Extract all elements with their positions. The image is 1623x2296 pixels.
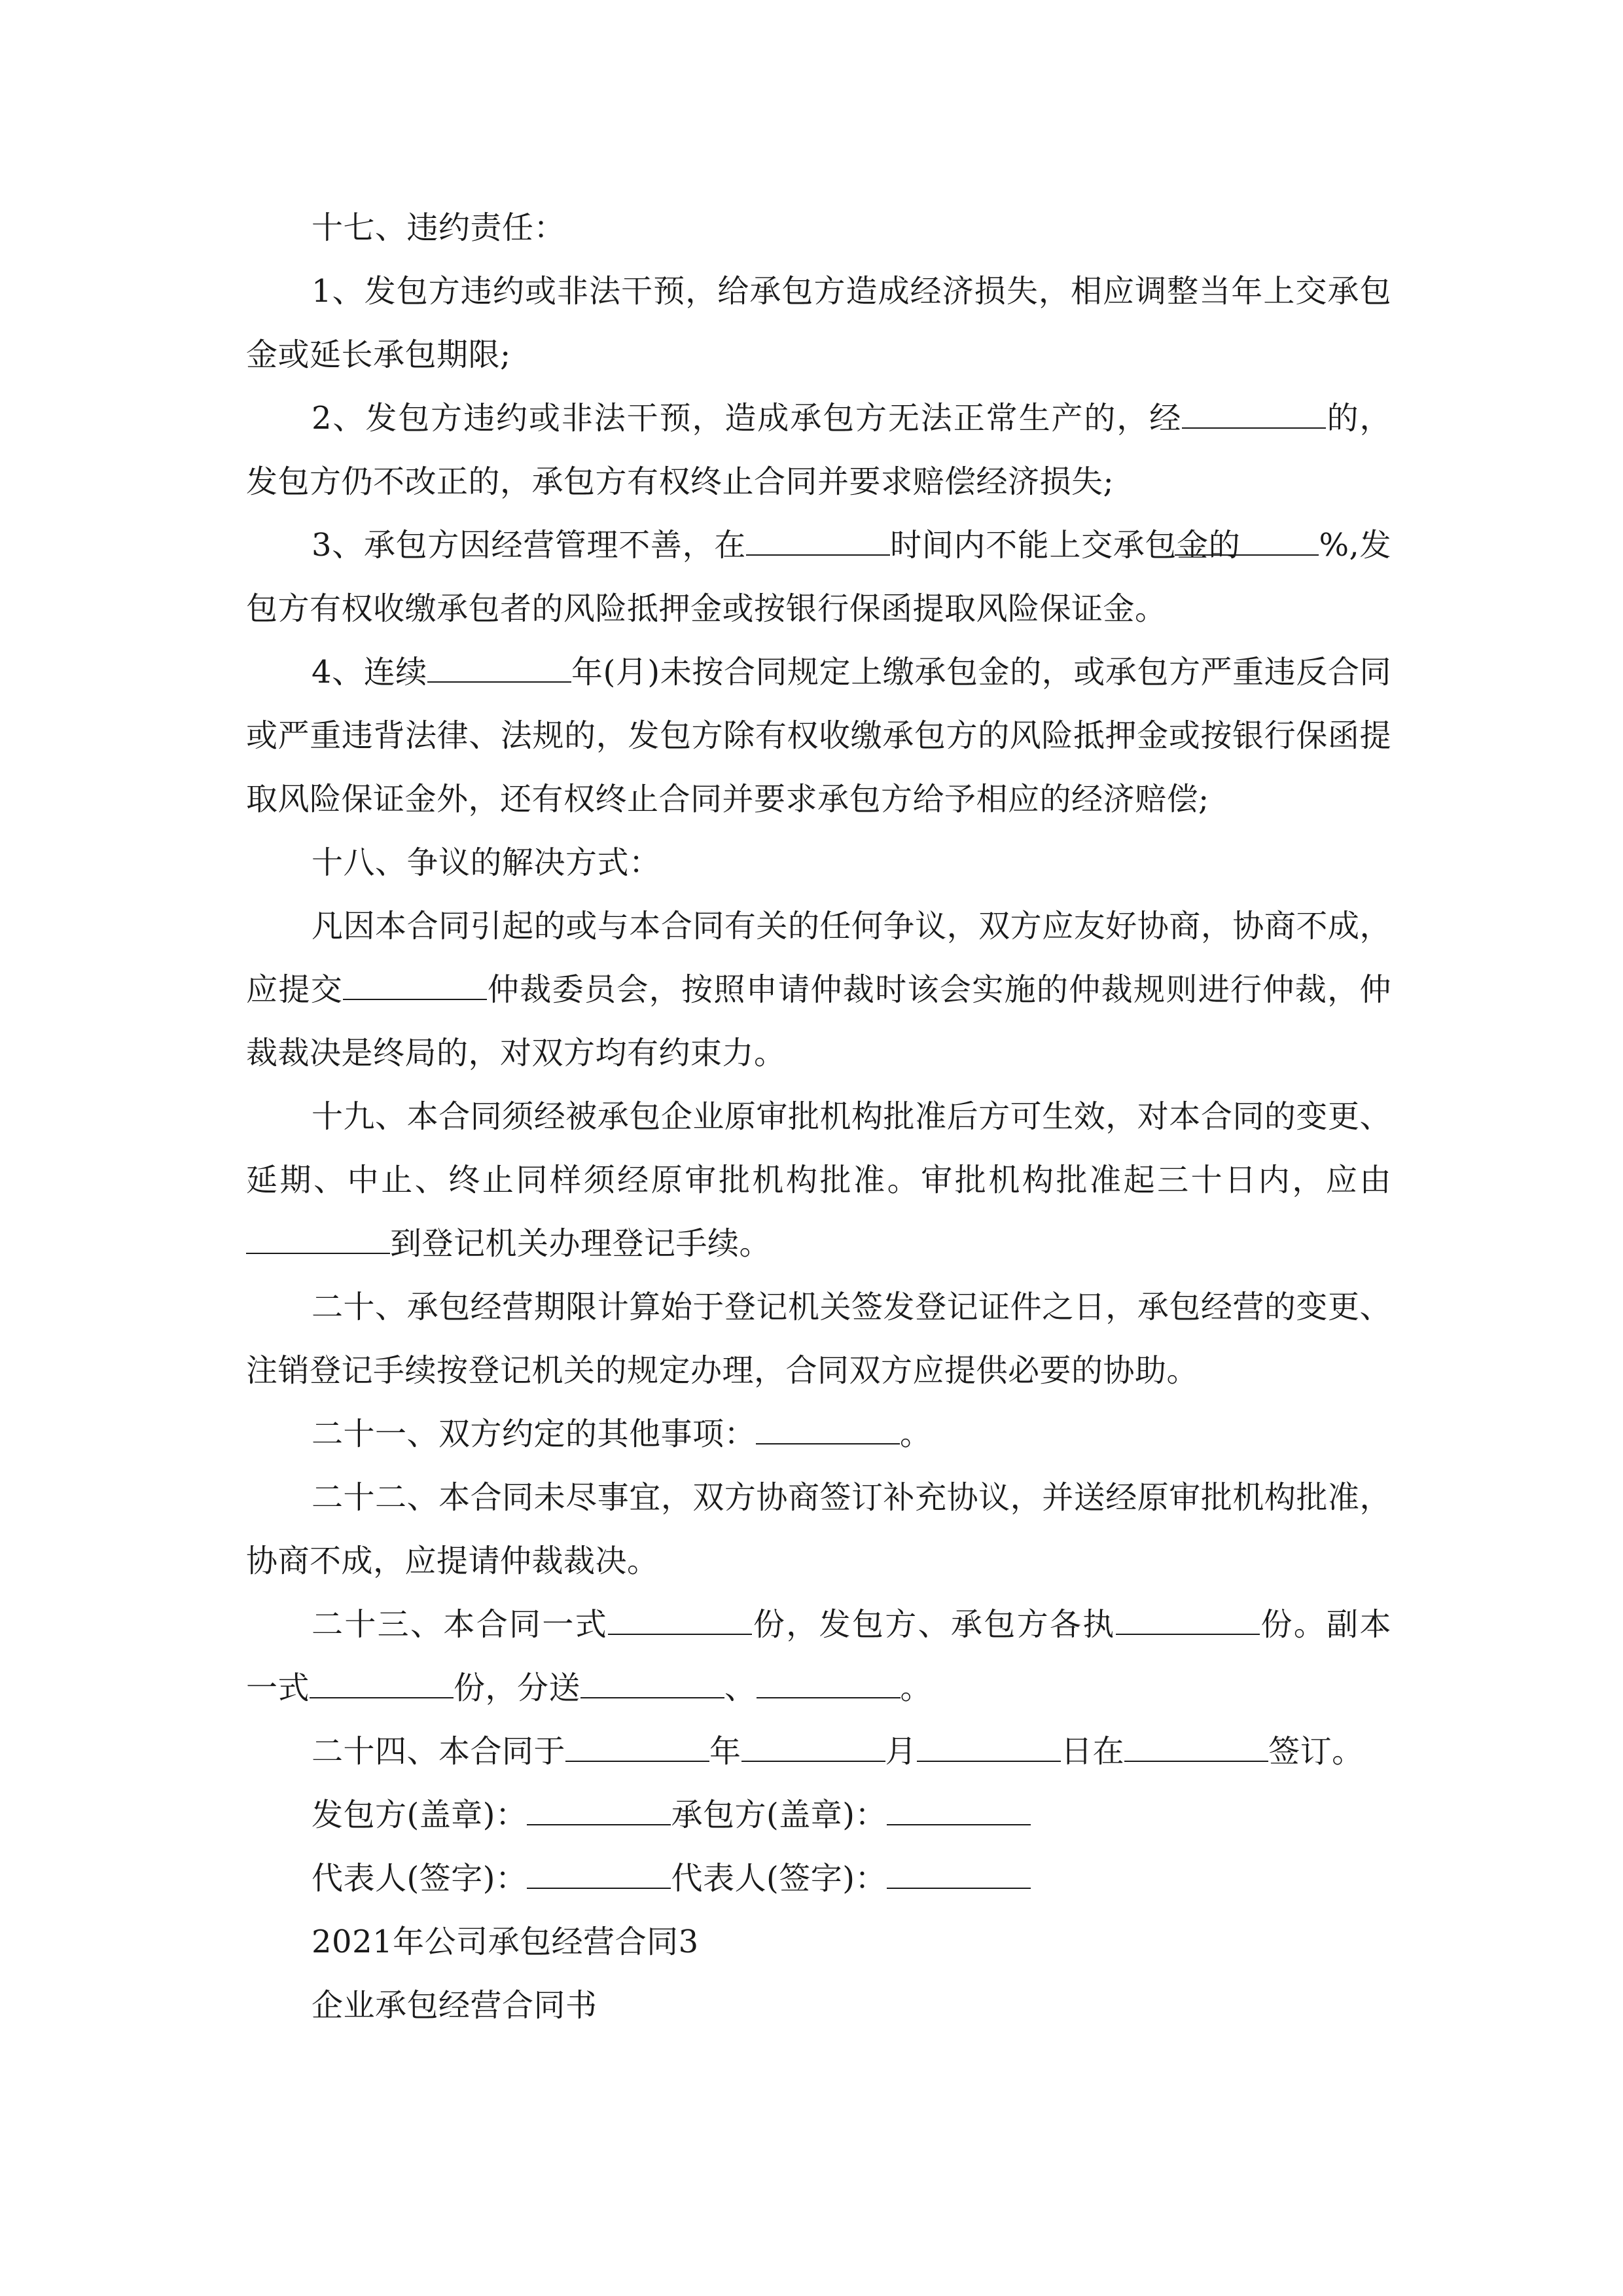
text: 到登记机关办理登记手续。 bbox=[390, 1225, 772, 1262]
text: 十七、违约责任： bbox=[312, 209, 566, 246]
text: 年 bbox=[709, 1733, 741, 1770]
blank-line[interactable] bbox=[310, 1668, 454, 1698]
text: 承包方(盖章)： bbox=[671, 1797, 887, 1833]
blank-line[interactable] bbox=[741, 1732, 885, 1762]
blank-line[interactable] bbox=[580, 1668, 724, 1698]
signature-representative-line bbox=[246, 1847, 1391, 1910]
text: 二十二、本合同未尽事宜，双方协商签订补充协议，并送经原审批机构批准，协商不成，应提请仲裁裁决。 bbox=[246, 1479, 1391, 1579]
clause-21 bbox=[246, 1403, 1391, 1466]
blank-line[interactable] bbox=[1124, 1732, 1268, 1762]
text: 二十三、本合同一式 bbox=[312, 1606, 609, 1643]
section-heading-17 bbox=[246, 196, 1391, 260]
text: 代表人(签字)： bbox=[671, 1860, 887, 1897]
clause-17-4 bbox=[246, 641, 1391, 831]
clause-20 bbox=[246, 1276, 1391, 1403]
blank-line[interactable] bbox=[1182, 399, 1326, 429]
text: 。 bbox=[900, 1416, 932, 1452]
blank-line[interactable] bbox=[608, 1605, 752, 1635]
text: 的，发包方仍不改正的，承包方有权终止合同并要求赔偿经济损失; bbox=[246, 400, 1391, 500]
text: 十九、本合同须经被承包企业原审批机构批准后方可生效，对本合同的变更、延期、中止、终止同样须经原审批机构批准。审批机构批准起三十日内，应由 bbox=[246, 1098, 1391, 1198]
text: 二十、承包经营期限计算始于登记机关签发登记证件之日，承包经营的变更、注销登记手续按登记机关的规定办理，合同双方应提供必要的协助。 bbox=[246, 1289, 1391, 1389]
blank-line[interactable] bbox=[427, 653, 571, 683]
section-heading-18 bbox=[246, 831, 1391, 895]
blank-line[interactable] bbox=[1116, 1605, 1260, 1635]
text: 时间内不能上交承包金的 bbox=[889, 527, 1241, 564]
text: 份，分送 bbox=[454, 1670, 581, 1706]
text: 2、发包方违约或非法干预，造成承包方无法正常生产的，经 bbox=[312, 400, 1183, 437]
text: 、 bbox=[724, 1670, 757, 1706]
clause-19 bbox=[246, 1085, 1391, 1276]
text: 日在 bbox=[1061, 1733, 1125, 1770]
blank-line[interactable] bbox=[527, 1859, 671, 1889]
text: 二十一、双方约定的其他事项： bbox=[312, 1416, 757, 1452]
text: 十八、争议的解决方式： bbox=[312, 844, 661, 881]
next-document-title bbox=[246, 1910, 1391, 1974]
text: 仲裁委员会，按照申请仲裁时该会实施的仲裁规则进行仲裁，仲裁裁决是终局的，对双方均有约束力。 bbox=[246, 971, 1391, 1071]
blank-line[interactable] bbox=[527, 1795, 671, 1825]
signature-seal-line bbox=[246, 1784, 1391, 1847]
text: 3、承包方因经营管理不善，在 bbox=[312, 527, 746, 564]
text: 份。副本一式 bbox=[246, 1606, 1391, 1706]
clause-17-2 bbox=[246, 387, 1391, 514]
text: 4、连续 bbox=[312, 654, 427, 691]
text: %,发包方有权收缴承包者的风险抵押金或按银行保函提取风险保证金。 bbox=[246, 527, 1391, 627]
text: 。 bbox=[900, 1670, 933, 1706]
text: 企业承包经营合同书 bbox=[312, 1987, 597, 2024]
text: 份，发包方、承包方各执 bbox=[752, 1606, 1116, 1643]
text: 二十四、本合同于 bbox=[312, 1733, 566, 1770]
text: 2021年公司承包经营合同3 bbox=[312, 1924, 699, 1960]
clause-22 bbox=[246, 1466, 1391, 1593]
clause-17-1 bbox=[246, 260, 1391, 387]
blank-line[interactable] bbox=[887, 1795, 1031, 1825]
text: 月 bbox=[885, 1733, 918, 1770]
clause-17-3 bbox=[246, 514, 1391, 641]
text: 1、发包方违约或非法干预，给承包方造成经济损失，相应调整当年上交承包金或延长承包期限; bbox=[246, 273, 1391, 373]
blank-line[interactable] bbox=[1175, 526, 1319, 556]
blank-line[interactable] bbox=[887, 1859, 1031, 1889]
text: 年(月)未按合同规定上缴承包金的，或承包方严重违反合同或严重违背法律、法规的，发包方除有权收缴承包方的风险抵押金或按银行保函提取风险保证金外，还有权终止合同并要求承包方给予相应的经济赔偿; bbox=[246, 654, 1391, 817]
blank-line[interactable] bbox=[565, 1732, 709, 1762]
blank-line[interactable] bbox=[756, 1414, 900, 1444]
clause-23 bbox=[246, 1593, 1391, 1720]
blank-line[interactable] bbox=[246, 1224, 390, 1254]
clause-24 bbox=[246, 1720, 1391, 1784]
blank-line[interactable] bbox=[757, 1668, 901, 1698]
next-document-subtitle bbox=[246, 1974, 1391, 2037]
blank-line[interactable] bbox=[746, 526, 890, 556]
text: 发包方(盖章)： bbox=[312, 1797, 527, 1833]
text: 凡因本合同引起的或与本合同有关的任何争议，双方应友好协商，协商不成，应提交 bbox=[246, 908, 1391, 1008]
blank-line[interactable] bbox=[917, 1732, 1061, 1762]
text: 签订。 bbox=[1268, 1733, 1364, 1770]
document-body bbox=[246, 196, 1391, 2037]
clause-18 bbox=[246, 895, 1391, 1085]
blank-line[interactable] bbox=[343, 970, 487, 1000]
text: 代表人(签字)： bbox=[312, 1860, 527, 1897]
